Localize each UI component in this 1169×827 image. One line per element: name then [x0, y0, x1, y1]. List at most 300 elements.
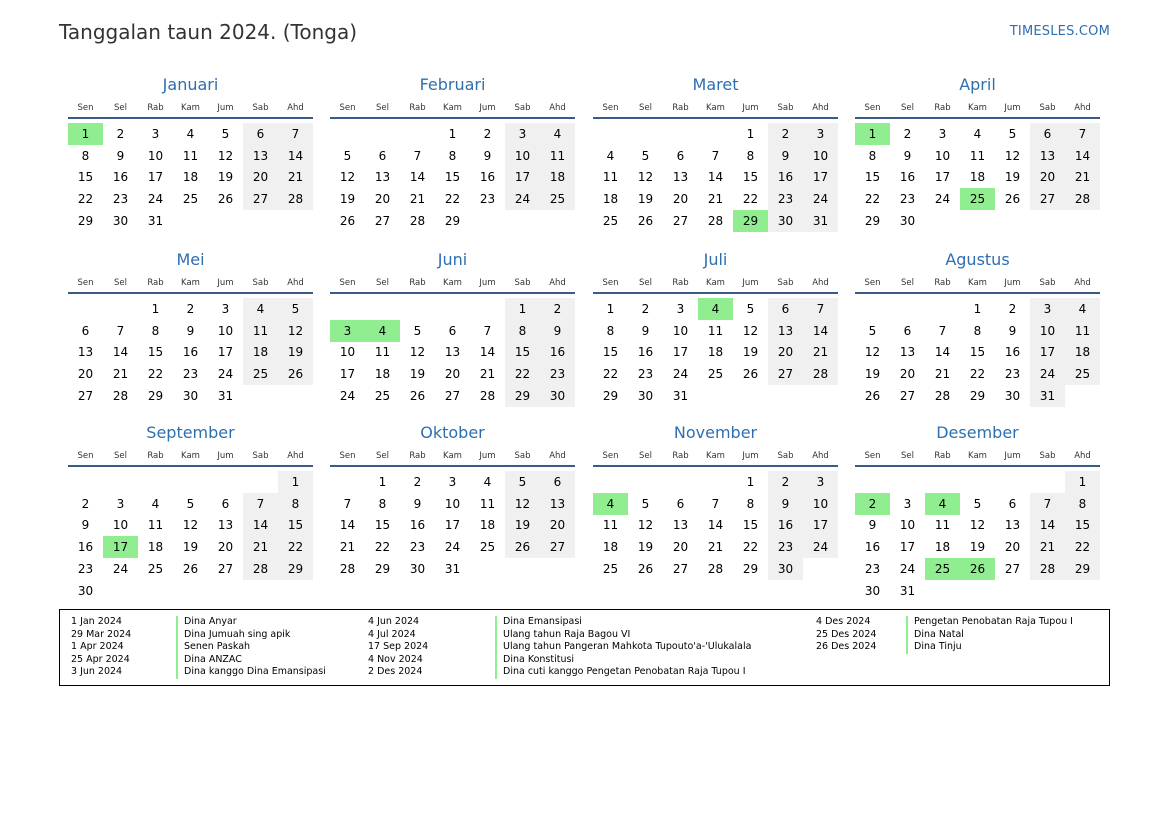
- day-cell: 18: [969, 170, 986, 185]
- day-cell: 3: [151, 127, 160, 141]
- weekday-label: Jum: [217, 103, 234, 113]
- day-cell: 8: [378, 496, 387, 511]
- day-cell: 9: [413, 496, 422, 511]
- legend-date: 4 Des 2024: [816, 616, 871, 627]
- month-februari: [330, 74, 575, 254]
- day-cell: 3: [505, 123, 540, 145]
- weekday-label: Sen: [77, 103, 94, 113]
- weekday-label: Rab: [934, 278, 951, 288]
- day-cell: 27: [672, 213, 689, 228]
- weekday-label: Kam: [443, 451, 462, 461]
- weekday-label: Ahd: [1074, 278, 1091, 288]
- day-cell: 22: [147, 367, 164, 382]
- header-rule: [68, 465, 313, 467]
- day-cell: 7: [711, 496, 720, 511]
- weekday-label: Kam: [706, 103, 725, 113]
- day-cell: 15: [742, 170, 759, 185]
- day-cell: 31: [444, 561, 461, 576]
- day-cell: 8: [505, 320, 540, 342]
- day-cell: 3: [1030, 298, 1065, 320]
- day-cell: 13: [77, 345, 94, 360]
- weekday-label: Rab: [672, 451, 689, 461]
- day-cell: 14: [409, 170, 426, 185]
- day-cell: 10: [444, 496, 461, 511]
- day-cell: 19: [409, 367, 426, 382]
- weekday-label: Kam: [181, 103, 200, 113]
- day-cell: 3: [116, 496, 125, 511]
- legend-date: 1 Apr 2024: [71, 641, 124, 653]
- day-cell: 2: [540, 298, 575, 320]
- day-cell: 5: [973, 496, 982, 511]
- day-cell: 9: [903, 148, 912, 163]
- weekday-label: Sen: [864, 278, 881, 288]
- weekday-label: Sen: [339, 278, 356, 288]
- day-cell: 2: [641, 302, 650, 316]
- day-cell: 11: [602, 170, 619, 185]
- day-cell: 6: [243, 123, 278, 145]
- weekday-label: Kam: [443, 278, 462, 288]
- day-cell: 26: [339, 213, 356, 228]
- day-cell: 27: [374, 213, 391, 228]
- day-cell: 9: [868, 518, 877, 533]
- day-cell: 5: [746, 302, 755, 316]
- day-cell: 29: [278, 558, 313, 580]
- day-cell: 1: [448, 127, 457, 141]
- header-rule: [593, 292, 838, 294]
- month-name: Agustus: [945, 250, 1010, 269]
- weekday-label: Sel: [376, 278, 389, 288]
- day-cell: 21: [479, 367, 496, 382]
- holiday-day-cell: 3: [330, 320, 365, 342]
- day-cell: 12: [217, 148, 234, 163]
- day-cell: 8: [151, 323, 160, 338]
- day-cell: 21: [409, 192, 426, 207]
- day-cell: 29: [77, 213, 94, 228]
- weekday-label: Sen: [339, 451, 356, 461]
- day-cell: 6: [1030, 123, 1065, 145]
- day-cell: 21: [707, 192, 724, 207]
- day-cell: 12: [742, 323, 759, 338]
- day-cell: 27: [217, 561, 234, 576]
- day-cell: 30: [768, 210, 803, 232]
- day-cell: 23: [899, 192, 916, 207]
- legend-date: 25 Des 2024: [816, 628, 877, 640]
- header-rule: [330, 292, 575, 294]
- day-cell: 25: [602, 213, 619, 228]
- day-cell: 7: [116, 323, 125, 338]
- weekday-label: Ahd: [1074, 103, 1091, 113]
- weekday-label: Sab: [777, 451, 794, 461]
- month-name: Oktober: [420, 423, 485, 442]
- day-cell: 17: [444, 518, 461, 533]
- day-cell: 23: [637, 367, 654, 382]
- day-cell: 2: [483, 127, 492, 141]
- weekday-label: Sen: [602, 451, 619, 461]
- day-cell: 23: [182, 367, 199, 382]
- day-cell: 24: [112, 561, 129, 576]
- day-cell: 10: [934, 148, 951, 163]
- day-cell: 31: [147, 213, 164, 228]
- day-cell: 10: [899, 518, 916, 533]
- day-cell: 23: [1004, 367, 1021, 382]
- day-cell: 10: [505, 145, 540, 167]
- day-cell: 15: [77, 170, 94, 185]
- weekday-label: Ahd: [549, 278, 566, 288]
- day-cell: 24: [339, 388, 356, 403]
- weekday-label: Sen: [339, 103, 356, 113]
- weekday-label: Jum: [742, 278, 759, 288]
- legend-date: 4 Jul 2024: [368, 628, 416, 640]
- day-cell: 14: [934, 345, 951, 360]
- day-cell: 14: [1030, 514, 1065, 536]
- legend-holiday-name: Dina Anyar: [176, 616, 237, 629]
- day-cell: 15: [444, 170, 461, 185]
- day-cell: 17: [934, 170, 951, 185]
- weekday-label: Sen: [602, 103, 619, 113]
- day-cell: 4: [483, 475, 492, 489]
- day-cell: 7: [938, 323, 947, 338]
- weekday-label: Jum: [479, 278, 496, 288]
- day-cell: 21: [112, 367, 129, 382]
- day-cell: 26: [864, 388, 881, 403]
- day-cell: 6: [768, 298, 803, 320]
- day-cell: 12: [969, 518, 986, 533]
- day-cell: 19: [742, 345, 759, 360]
- weekday-label: Kam: [968, 451, 987, 461]
- day-cell: 30: [409, 561, 426, 576]
- month-name: April: [959, 75, 996, 94]
- day-cell: 21: [1030, 536, 1065, 558]
- day-cell: 16: [479, 170, 496, 185]
- brand-link[interactable]: TIMESLES.COM: [1009, 24, 1110, 39]
- day-cell: 21: [243, 536, 278, 558]
- day-cell: 27: [444, 388, 461, 403]
- day-cell: 7: [413, 148, 422, 163]
- legend-holiday-name: Pengetan Penobatan Raja Tupou I: [906, 616, 1073, 629]
- day-cell: 20: [540, 514, 575, 536]
- day-cell: 12: [637, 170, 654, 185]
- day-cell: 28: [243, 558, 278, 580]
- day-cell: 6: [540, 471, 575, 493]
- day-cell: 24: [444, 540, 461, 555]
- day-cell: 10: [1030, 320, 1065, 342]
- day-cell: 28: [112, 388, 129, 403]
- header-rule: [855, 465, 1100, 467]
- day-cell: 3: [221, 302, 230, 316]
- day-cell: 19: [182, 540, 199, 555]
- day-cell: 21: [934, 367, 951, 382]
- day-cell: 25: [1065, 363, 1100, 385]
- day-cell: 18: [602, 540, 619, 555]
- day-cell: 11: [540, 145, 575, 167]
- day-cell: 25: [147, 561, 164, 576]
- weekday-label: Rab: [672, 103, 689, 113]
- day-cell: 19: [278, 341, 313, 363]
- day-cell: 15: [1065, 514, 1100, 536]
- day-cell: 7: [1030, 493, 1065, 515]
- day-cell: 3: [448, 475, 457, 489]
- weekday-label: Sab: [514, 451, 531, 461]
- weekday-label: Sel: [901, 278, 914, 288]
- holiday-day-cell: 25: [925, 558, 960, 580]
- day-cell: 8: [868, 148, 877, 163]
- month-september: [68, 422, 313, 602]
- day-cell: 13: [217, 518, 234, 533]
- day-cell: 25: [540, 188, 575, 210]
- weekday-label: Sab: [252, 103, 269, 113]
- weekday-label: Sel: [114, 278, 127, 288]
- month-juni: [330, 249, 575, 429]
- legend-holiday-name: Dina Konstitusi: [495, 654, 574, 667]
- weekday-label: Ahd: [812, 103, 829, 113]
- day-cell: 23: [479, 192, 496, 207]
- day-cell: 16: [540, 341, 575, 363]
- day-cell: 16: [899, 170, 916, 185]
- day-cell: 14: [243, 514, 278, 536]
- day-cell: 22: [864, 192, 881, 207]
- holiday-day-cell: 29: [733, 210, 768, 232]
- weekday-label: Sel: [901, 451, 914, 461]
- day-cell: 9: [641, 323, 650, 338]
- day-cell: 14: [339, 518, 356, 533]
- weekday-label: Sel: [376, 451, 389, 461]
- holiday-day-cell: 4: [698, 298, 733, 320]
- weekday-label: Sab: [252, 451, 269, 461]
- day-cell: 22: [602, 367, 619, 382]
- header-rule: [855, 117, 1100, 119]
- day-cell: 14: [1065, 145, 1100, 167]
- header-rule: [330, 465, 575, 467]
- day-cell: 7: [803, 298, 838, 320]
- day-cell: 7: [278, 123, 313, 145]
- day-cell: 28: [409, 213, 426, 228]
- month-mei: [68, 249, 313, 429]
- day-cell: 24: [803, 188, 838, 210]
- month-name: Juni: [437, 250, 468, 269]
- day-cell: 19: [637, 192, 654, 207]
- day-cell: 28: [339, 561, 356, 576]
- header-rule: [593, 117, 838, 119]
- day-cell: 20: [444, 367, 461, 382]
- day-cell: 1: [606, 302, 615, 316]
- month-januari: [68, 74, 313, 254]
- header-rule: [330, 117, 575, 119]
- day-cell: 18: [540, 166, 575, 188]
- weekday-label: Jum: [742, 103, 759, 113]
- day-cell: 14: [707, 518, 724, 533]
- day-cell: 22: [444, 192, 461, 207]
- day-cell: 6: [676, 496, 685, 511]
- day-cell: 18: [243, 341, 278, 363]
- day-cell: 11: [182, 148, 199, 163]
- day-cell: 5: [868, 323, 877, 338]
- day-cell: 5: [413, 323, 422, 338]
- month-november: [593, 422, 838, 602]
- holiday-day-cell: 26: [960, 558, 995, 580]
- day-cell: 5: [641, 496, 650, 511]
- day-cell: 26: [742, 367, 759, 382]
- day-cell: 21: [339, 540, 356, 555]
- day-cell: 22: [505, 363, 540, 385]
- day-cell: 5: [343, 148, 352, 163]
- day-cell: 31: [899, 583, 916, 598]
- weekday-label: Ahd: [287, 103, 304, 113]
- month-juli: [593, 249, 838, 429]
- day-cell: 10: [803, 493, 838, 515]
- day-cell: 15: [864, 170, 881, 185]
- month-oktober: [330, 422, 575, 602]
- day-cell: 20: [77, 367, 94, 382]
- weekday-label: Ahd: [287, 278, 304, 288]
- day-cell: 13: [768, 320, 803, 342]
- day-cell: 4: [243, 298, 278, 320]
- weekday-label: Sen: [864, 451, 881, 461]
- day-cell: 17: [803, 166, 838, 188]
- weekday-label: Jum: [1004, 103, 1021, 113]
- weekday-label: Jum: [1004, 451, 1021, 461]
- day-cell: 16: [768, 514, 803, 536]
- day-cell: 28: [278, 188, 313, 210]
- day-cell: 25: [243, 363, 278, 385]
- day-cell: 15: [969, 345, 986, 360]
- weekday-label: Jum: [217, 278, 234, 288]
- day-cell: 22: [742, 192, 759, 207]
- weekday-label: Sen: [864, 103, 881, 113]
- day-cell: 26: [505, 536, 540, 558]
- day-cell: 11: [1065, 320, 1100, 342]
- day-cell: 25: [374, 388, 391, 403]
- legend-date: 29 Mar 2024: [71, 628, 132, 640]
- day-cell: 13: [374, 170, 391, 185]
- weekday-label: Rab: [409, 278, 426, 288]
- legend-date: 2 Des 2024: [368, 666, 423, 678]
- day-cell: 1: [973, 302, 982, 316]
- day-cell: 4: [186, 127, 195, 141]
- day-cell: 14: [707, 170, 724, 185]
- day-cell: 12: [409, 345, 426, 360]
- day-cell: 30: [1004, 388, 1021, 403]
- holiday-day-cell: 2: [855, 493, 890, 515]
- day-cell: 23: [540, 363, 575, 385]
- month-name: Mei: [176, 250, 205, 269]
- day-cell: 26: [637, 561, 654, 576]
- legend-date: 1 Jan 2024: [71, 616, 122, 627]
- month-name: Desember: [936, 423, 1019, 442]
- day-cell: 20: [374, 192, 391, 207]
- day-cell: 17: [505, 166, 540, 188]
- day-cell: 5: [505, 471, 540, 493]
- day-cell: 4: [540, 123, 575, 145]
- day-cell: 12: [1004, 148, 1021, 163]
- day-cell: 29: [742, 561, 759, 576]
- day-cell: 22: [278, 536, 313, 558]
- day-cell: 29: [602, 388, 619, 403]
- day-cell: 19: [505, 514, 540, 536]
- day-cell: 31: [217, 388, 234, 403]
- day-cell: 12: [505, 493, 540, 515]
- day-cell: 18: [479, 518, 496, 533]
- weekday-label: Rab: [934, 103, 951, 113]
- weekday-label: Sel: [639, 103, 652, 113]
- day-cell: 26: [182, 561, 199, 576]
- day-cell: 16: [112, 170, 129, 185]
- day-cell: 30: [768, 558, 803, 580]
- day-cell: 26: [1004, 192, 1021, 207]
- day-cell: 27: [77, 388, 94, 403]
- weekday-label: Sab: [252, 278, 269, 288]
- day-cell: 28: [803, 363, 838, 385]
- weekday-label: Sen: [77, 278, 94, 288]
- day-cell: 17: [147, 170, 164, 185]
- month-name: Januari: [162, 75, 219, 94]
- day-cell: 19: [969, 540, 986, 555]
- day-cell: 25: [479, 540, 496, 555]
- holiday-day-cell: 4: [365, 320, 400, 342]
- day-cell: 20: [768, 341, 803, 363]
- day-cell: 3: [803, 471, 838, 493]
- day-cell: 20: [217, 540, 234, 555]
- day-cell: 22: [1065, 536, 1100, 558]
- holiday-day-cell: 1: [855, 123, 890, 145]
- day-cell: 10: [672, 323, 689, 338]
- day-cell: 30: [899, 213, 916, 228]
- day-cell: 13: [444, 345, 461, 360]
- legend-holiday-name: Senen Paskah: [176, 641, 250, 654]
- day-cell: 11: [707, 323, 724, 338]
- day-cell: 2: [768, 123, 803, 145]
- day-cell: 29: [444, 213, 461, 228]
- day-cell: 24: [899, 561, 916, 576]
- day-cell: 1: [746, 475, 755, 489]
- day-cell: 15: [602, 345, 619, 360]
- day-cell: 15: [374, 518, 391, 533]
- month-name: Februari: [419, 75, 486, 94]
- legend-date: 4 Nov 2024: [368, 653, 423, 665]
- day-cell: 20: [1030, 166, 1065, 188]
- day-cell: 7: [483, 323, 492, 338]
- day-cell: 3: [676, 302, 685, 316]
- day-cell: 19: [1004, 170, 1021, 185]
- day-cell: 2: [186, 302, 195, 316]
- weekday-label: Rab: [147, 103, 164, 113]
- day-cell: 9: [116, 148, 125, 163]
- weekday-label: Jum: [217, 451, 234, 461]
- legend-holiday-name: Dina ANZAC: [176, 654, 242, 667]
- weekday-label: Ahd: [1074, 451, 1091, 461]
- day-cell: 6: [221, 496, 230, 511]
- weekday-label: Ahd: [549, 451, 566, 461]
- day-cell: 30: [77, 583, 94, 598]
- weekday-label: Sel: [901, 103, 914, 113]
- weekday-label: Ahd: [549, 103, 566, 113]
- day-cell: 15: [742, 518, 759, 533]
- weekday-label: Rab: [147, 451, 164, 461]
- day-cell: 4: [606, 148, 615, 163]
- day-cell: 30: [864, 583, 881, 598]
- day-cell: 20: [243, 166, 278, 188]
- day-cell: 17: [672, 345, 689, 360]
- day-cell: 16: [864, 540, 881, 555]
- weekday-label: Sel: [639, 278, 652, 288]
- day-cell: 18: [182, 170, 199, 185]
- day-cell: 27: [243, 188, 278, 210]
- day-cell: 4: [973, 127, 982, 141]
- weekday-label: Sab: [1039, 103, 1056, 113]
- day-cell: 19: [637, 540, 654, 555]
- day-cell: 30: [637, 388, 654, 403]
- month-name: Maret: [692, 75, 739, 94]
- day-cell: 24: [147, 192, 164, 207]
